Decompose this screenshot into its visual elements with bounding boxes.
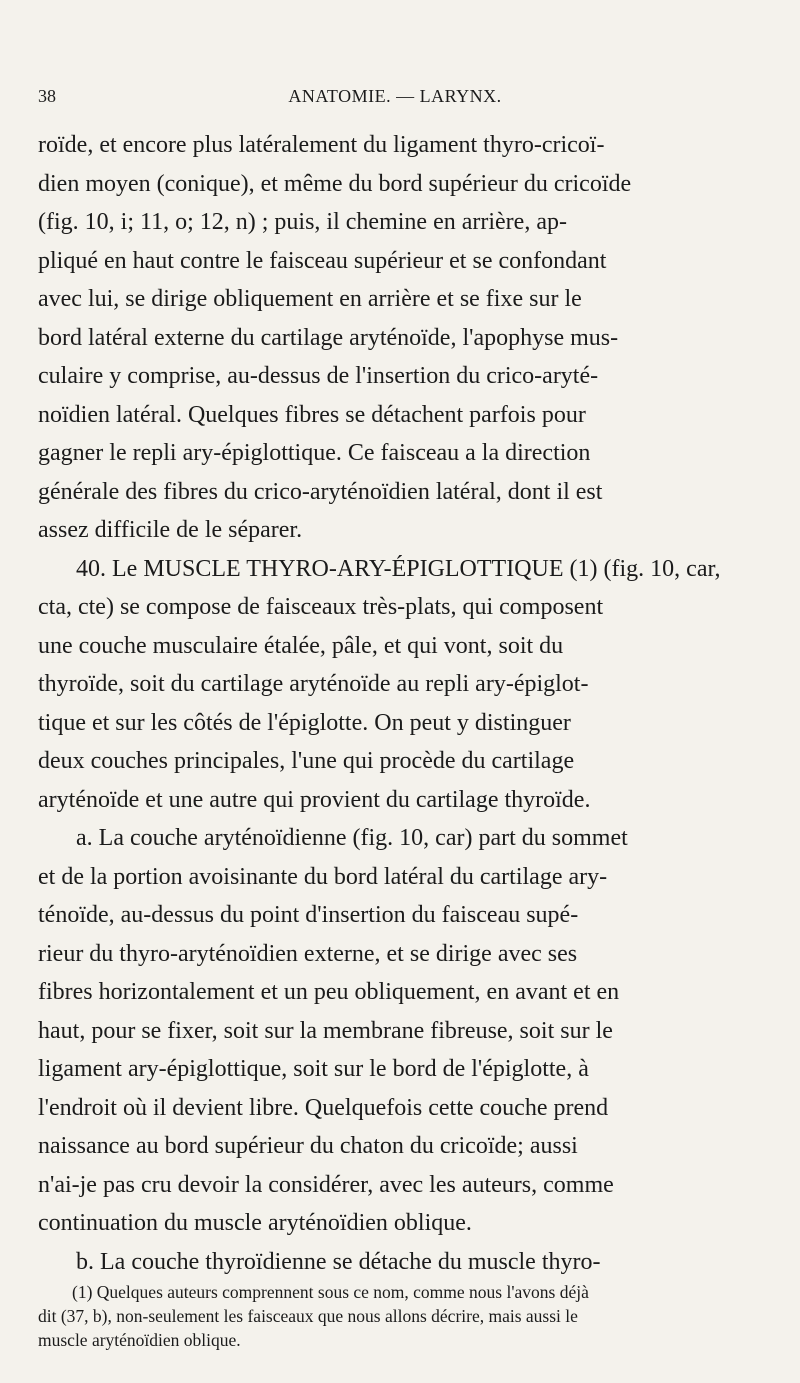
text-line: et de la portion avoisinante du bord latéral du cartilage ary- [38, 863, 608, 890]
text-line: dien moyen (conique), et même du bord supérieur du cricoïde [38, 170, 632, 197]
text-line: deux couches principales, l'une qui procède du cartilage [38, 748, 575, 774]
running-title: ANATOMIE. — LARYNX. [288, 86, 502, 106]
page-number: 38 [38, 86, 56, 106]
footnote-line: muscle aryténoïdien oblique. [38, 1330, 241, 1350]
paragraph-start-line: b. La couche thyroïdienne se détache du muscle thyro- [76, 1248, 601, 1275]
text-line: aryténoïde et une autre qui provient du cartilage thyroïde. [38, 786, 591, 813]
text-line: cta, cte) se compose de faisceaux très-plats, qui composent [38, 594, 604, 620]
text-line: avec lui, se dirige obliquement en arrière et se fixe sur le [38, 286, 582, 312]
footnote-line: (1) Quelques auteurs comprennent sous ce nom, comme nous l'avons déjà [72, 1282, 589, 1302]
text-line: naissance au bord supérieur du chaton du cricoïde; aussi [38, 1133, 578, 1159]
footnotes [38, 1280, 760, 1352]
text-line: culaire y comprise, au-dessus de l'insertion du crico-aryté- [38, 363, 599, 389]
text-line: fibres horizontalement et un peu obliquement, en avant et en [38, 979, 620, 1005]
text-line: n'ai-je pas cru devoir la considérer, avec les auteurs, comme [38, 1171, 614, 1198]
footnote-line: dit (37, b), non-seulement les faisceaux que nous allons décrire, mais aussi le [38, 1306, 578, 1326]
body-text [38, 126, 760, 1281]
text-line: bord latéral externe du cartilage aryténoïde, l'apophyse mus- [38, 324, 619, 351]
text-line: haut, pour se fixer, soit sur la membrane fibreuse, soit sur le [38, 1017, 613, 1044]
paragraph-start-line: a. La couche aryténoïdienne (fig. 10, car) part du sommet [76, 825, 628, 851]
text-line: roïde, et encore plus latéralement du ligament thyro-cricoï- [38, 132, 605, 158]
text-line: ténoïde, au-dessus du point d'insertion du faisceau supé- [38, 902, 579, 928]
text-line: continuation du muscle aryténoïdien oblique. [38, 1210, 472, 1236]
section-heading-line: 40. Le MUSCLE THYRO-ARY-ÉPIGLOTTIQUE (1) (fig. 10, car, [76, 555, 721, 582]
text-line: gagner le repli ary-épiglottique. Ce faisceau a la direction [38, 440, 591, 466]
text-line: noïdien latéral. Quelques fibres se détachent parfois pour [38, 401, 586, 428]
text-line: (fig. 10, i; 11, o; 12, n) ; puis, il chemine en arrière, ap- [38, 209, 567, 235]
text-line: assez difficile de le séparer. [38, 517, 303, 543]
text-line: une couche musculaire étalée, pâle, et qui vont, soit du [38, 632, 564, 659]
text-line: rieur du thyro-aryténoïdien externe, et se dirige avec ses [38, 940, 578, 967]
text-line: tique et sur les côtés de l'épiglotte. On peut y distinguer [38, 709, 571, 736]
text-line: pliqué en haut contre le faisceau supérieur et se confondant [38, 247, 607, 274]
text-line: générale des fibres du crico-aryténoïdien latéral, dont il est [38, 478, 603, 505]
text-line: l'endroit où il devient libre. Quelquefois cette couche prend [38, 1094, 609, 1121]
page-header [38, 86, 752, 114]
text-line: ligament ary-épiglottique, soit sur le bord de l'épiglotte, à [38, 1056, 589, 1082]
text-line: thyroïde, soit du cartilage aryténoïde au repli ary-épiglot- [38, 671, 589, 697]
